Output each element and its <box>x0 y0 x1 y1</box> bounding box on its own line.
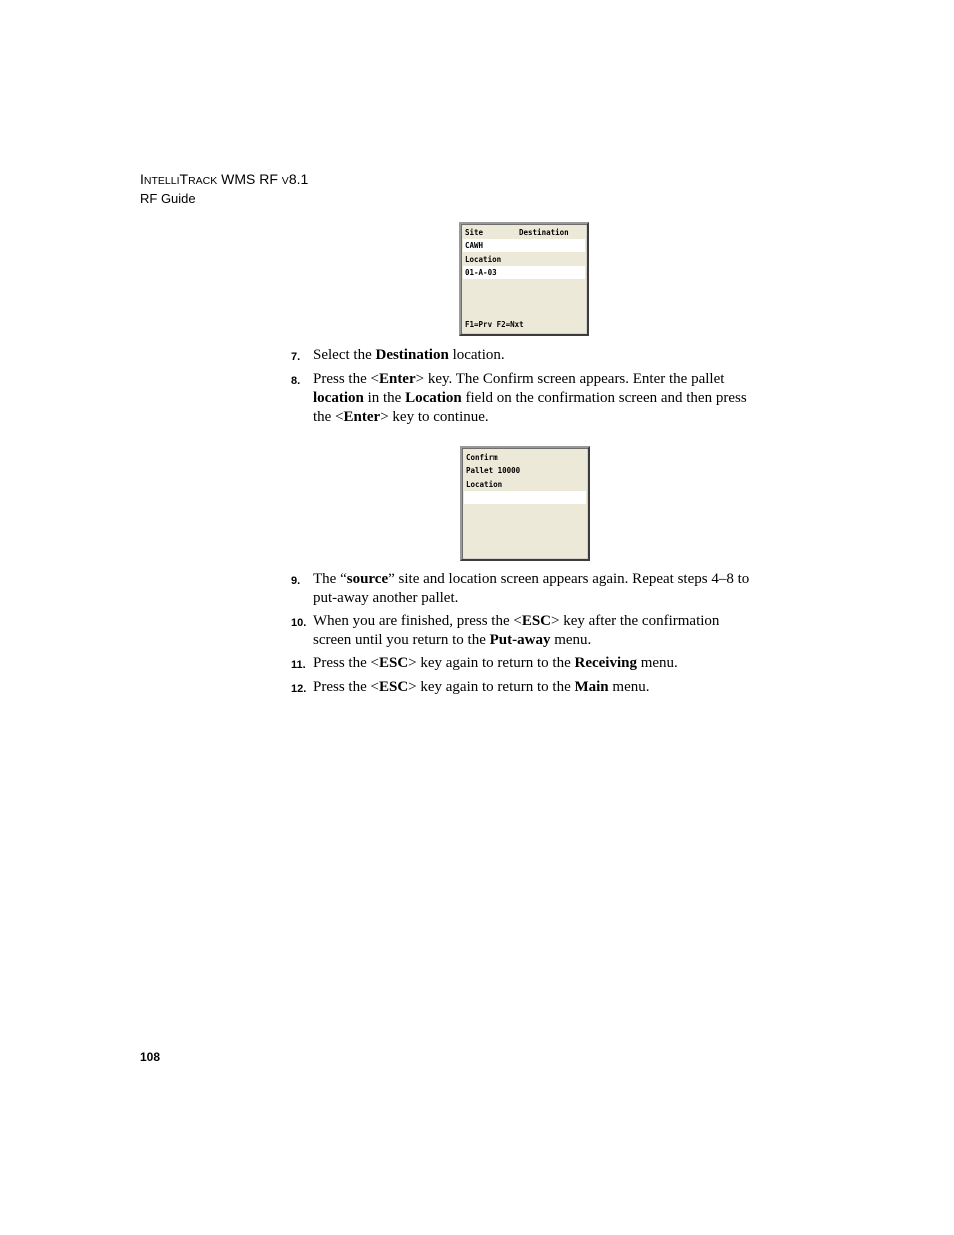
page-number: 108 <box>140 1050 161 1064</box>
step-item: 9. The “source” site and location screen appears again. Repeat steps 4–8 to put-away another pallet. <box>291 571 750 606</box>
step-item: 10. When you are finished, press the <ESC> key after the confirmation screen until you return to the Put-away menu. <box>291 613 720 648</box>
step-item: 7. Select the Destination location. <box>291 347 505 363</box>
location-label: Location <box>466 480 503 489</box>
step-item: 11. Press the <ESC> key again to return to the Receiving menu. <box>291 655 678 671</box>
guide-title: RF Guide <box>140 191 196 206</box>
location-field[interactable]: 01-A-03 <box>463 266 585 279</box>
rf-destination-screen <box>459 222 589 336</box>
location-label: Location <box>465 255 502 264</box>
pallet-number: Pallet 10000 <box>466 466 521 475</box>
product-title: INTELLITRACK WMS RF V8.1 <box>140 171 309 187</box>
location-input[interactable] <box>464 491 586 504</box>
running-header <box>140 170 308 207</box>
step-item: 12. Press the <ESC> key again to return to the Main menu. <box>291 679 650 695</box>
rf-confirm-screen <box>460 446 590 561</box>
confirm-title: Confirm <box>466 453 498 462</box>
step-item: 8. Press the <Enter> key. The Confirm screen appears. Enter the pallet location in the Location field on the confirmation screen and then press the <Enter> key to continue. <box>291 371 747 425</box>
site-destination-header: Site Destination <box>465 228 569 237</box>
site-field[interactable]: CAWH <box>463 239 585 252</box>
function-key-footer: F1=Prv F2=Nxt <box>465 320 524 329</box>
